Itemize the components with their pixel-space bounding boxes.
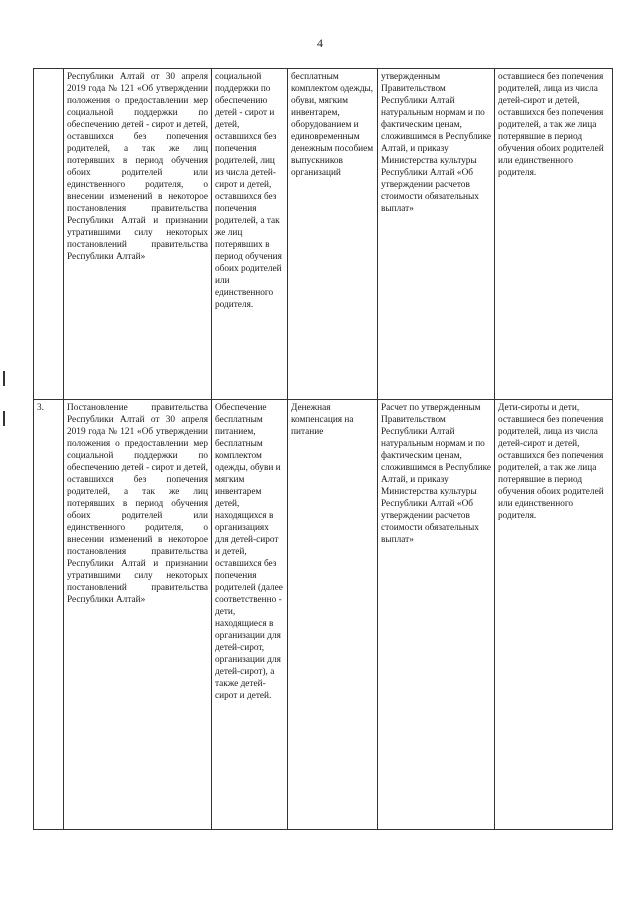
row-number: 3.: [34, 400, 64, 830]
table-row: [34, 69, 613, 400]
row-number: [34, 69, 64, 400]
category-cell: Обеспечение бесплатным питанием, бесплатным комплектом одежды, обуви и мягким инвентарем детей, находящихся в организациях для детей-сирот и детей, оставшихся без попечения родителей (далее соответственно - дети, находящиеся в организации для детей-сирот, организации для детей-сирот), а также детей-сирот и детей.: [212, 400, 288, 830]
measure-cell: Денежная компенсация на питание: [288, 400, 378, 830]
recipients-cell: оставшиеся без попечения родителей, лица из числа детей-сирот и детей, оставшихся без попечения родителей, а так же лица потерявшие в период обучения обоих родителей или единственного родителя.: [495, 69, 613, 400]
margin-mark: [3, 411, 5, 426]
margin-mark: [3, 371, 5, 386]
category-cell: социальной поддержки по обеспечению детей - сирот и детей, оставшихся без попечения родителей, лиц из числа детей-сирот и детей, оставшихся без попечения родителей, а так же лиц потерявших в период обучения обоих родителей или единственного родителя.: [212, 69, 288, 400]
support-measures-table: [33, 68, 613, 830]
calculation-cell: утвержденным Правительством Республики Алтай натуральным нормам и по фактическим ценам, сложившимся в Республике Алтай, и приказу Министерства культуры Республики Алтай «Об утверждении расчетов стоимости обязательных выплат»: [378, 69, 495, 400]
measure-cell: бесплатным комплектом одежды, обуви, мягким инвентарем, оборудованием и единовременным денежным пособием выпускников организаций: [288, 69, 378, 400]
calculation-cell: Расчет по утвержденным Правительством Республики Алтай натуральным нормам и по фактическим ценам, сложившимся в Республике Алтай, и приказу Министерства культуры Республики Алтай «Об утверждении расчетов стоимости обязательных выплат»: [378, 400, 495, 830]
recipients-cell: Дети-сироты и дети, оставшиеся без попечения родителей, лица из числа детей-сирот и детей, оставшихся без попечения родителей, а так же лица потерявшие в период обучения обоих родителей или единственного родителя.: [495, 400, 613, 830]
legal-document-cell: Постановление правительства Республики Алтай от 30 апреля 2019 года № 121 «Об утверждении положения о предоставлении мер социальной поддержки по обеспечению детей - сирот и детей, оставшихся без попечения родителей, а так же лиц потерявших в период обучения обоих родителей или единственного родителя, о внесении изменений в некоторое постановления правительства Республики Алтай и признании утратившими силу некоторых постановлений правительства Республики Алтай»: [64, 400, 212, 830]
legal-document-cell: Республики Алтай от 30 апреля 2019 года № 121 «Об утверждении положения о предоставлении мер социальной поддержки по обеспечению детей - сирот и детей, оставшихся без попечения родителей, а так же лиц потерявших в период обучения обоих родителей или единственного родителя, о внесении изменений в некоторое постановления правительства Республики Алтай и признании утратившими силу некоторых постановлений правительства Республики Алтай»: [64, 69, 212, 400]
table-row: [34, 400, 613, 830]
page-number: 4: [317, 36, 323, 50]
